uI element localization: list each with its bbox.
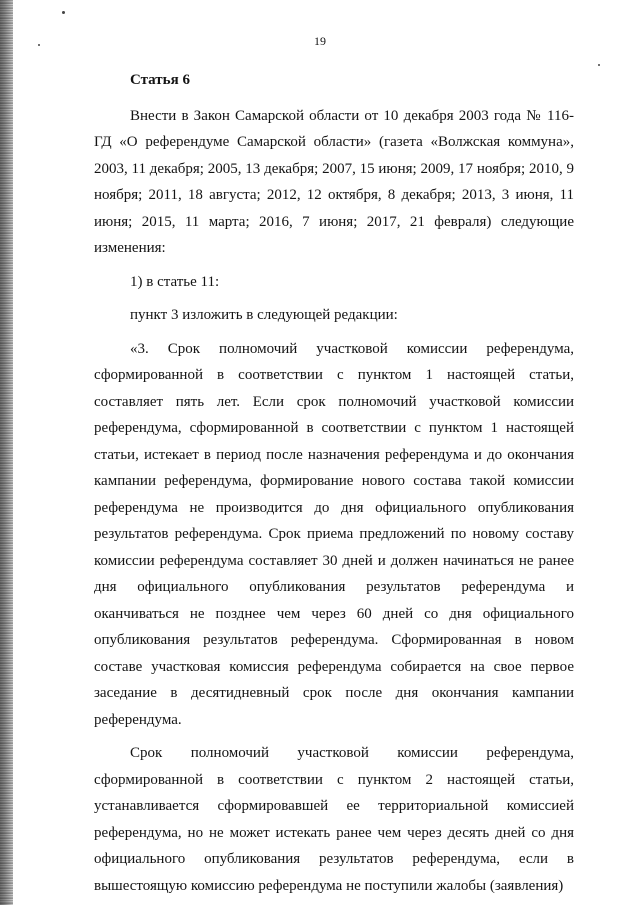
list-item-1: 1) в статье 11: [130, 273, 220, 290]
scan-edge-shadow [0, 0, 13, 905]
quoted-paragraph-1: «3. Срок полномочий участковой комиссии референдума, сформированной в соответствии с пунктом 1 настоящей статьи, составляет пять лет. Если срок полномочий участковой комиссии референдума, сформированной в соответствии с пунктом 1 настоящей статьи, истекает в период после назначения референдума и до окончания кампании референдума, формирование нового состава такой комиссии референдума не производится до дня официального опубликования результатов референдума. Срок приема предложений по новому составу комиссии референдума составляет 30 дней и должен начинаться не ранее дня официального опубликования результатов референдума и оканчиваться не позднее чем через 60 дней со дня официального опубликования результатов референдума. Сформированная в новом составе участковая комиссия референдума собирается на свое первое заседание в десятидневный срок после дня окончания кампании референдума. [94, 340, 574, 728]
article-heading: Статья 6 [130, 72, 190, 88]
clause-intro: пункт 3 изложить в следующей редакции: [130, 307, 398, 323]
document-body [94, 67, 574, 899]
page-number: 19 [314, 34, 326, 48]
scan-speck [62, 11, 65, 14]
quoted-paragraph-2: Срок полномочий участковой комиссии референдума, сформированной в соответствии с пунктом 2 настоящей статьи, устанавливается сформировавшей ее территориальной комиссией референдума, но не может истекать ранее чем через десять дней со дня официального опубликования результатов референдума, если в вышестоящую комиссию референдума не поступили жалобы (заявления) [94, 745, 574, 894]
article-intro-paragraph: Внести в Закон Самарской области от 10 декабря 2003 года № 116-ГД «О референдуме Самарской области» (газета «Волжская коммуна», 2003, 11 декабря; 2005, 13 декабря; 2007, 15 июня; 2009, 17 ноября; 2010, 9 ноября; 2011, 18 августа; 2012, 12 октября, 8 декабря; 2013, 3 июня, 11 июня; 2015, 11 марта; 2016, 7 июня; 2017, 21 февраля) следующие изменения: [94, 107, 574, 256]
scan-speck [598, 64, 600, 66]
